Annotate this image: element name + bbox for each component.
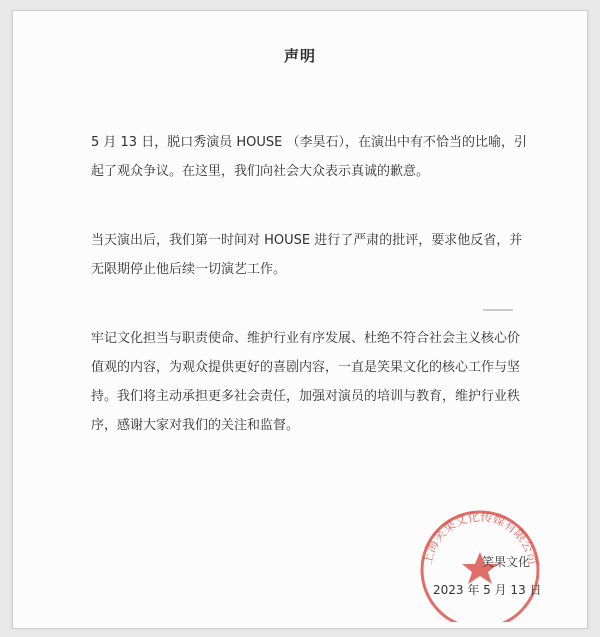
paragraph-2: 当天演出后，我们第一时间对 HOUSE 进行了严肃的批评，要求他反省，并无限期停止他后续一切演艺工作。 bbox=[91, 233, 523, 277]
signature-company: 笑果文化 bbox=[482, 555, 531, 569]
paragraph-3: 牢记文化担当与职责使命、维护行业有序发展、杜绝不符合社会主义核心价值观的内容，为观众提供更好的喜剧内容，一直是笑果文化的核心工作与坚持。我们将主动承担更多社会责任，加强对演员的培训与教育，维护行业秩序，感谢大家对我们的关注和监督。 bbox=[91, 331, 521, 433]
statement-page bbox=[12, 10, 588, 629]
signature-date: 2023 年 5 月 13 日 bbox=[433, 583, 542, 597]
paragraph-1: 5 月 13 日，脱口秀演员 HOUSE （李昊石），在演出中有不恰当的比喻，引起了观众争议。在这里，我们向社会大众表示真诚的歉意。 bbox=[91, 135, 527, 179]
document-title: 声明 bbox=[283, 47, 316, 65]
scan-mark bbox=[483, 309, 513, 311]
seal-text: 上海笑果文化传媒有限公司 bbox=[420, 509, 540, 566]
